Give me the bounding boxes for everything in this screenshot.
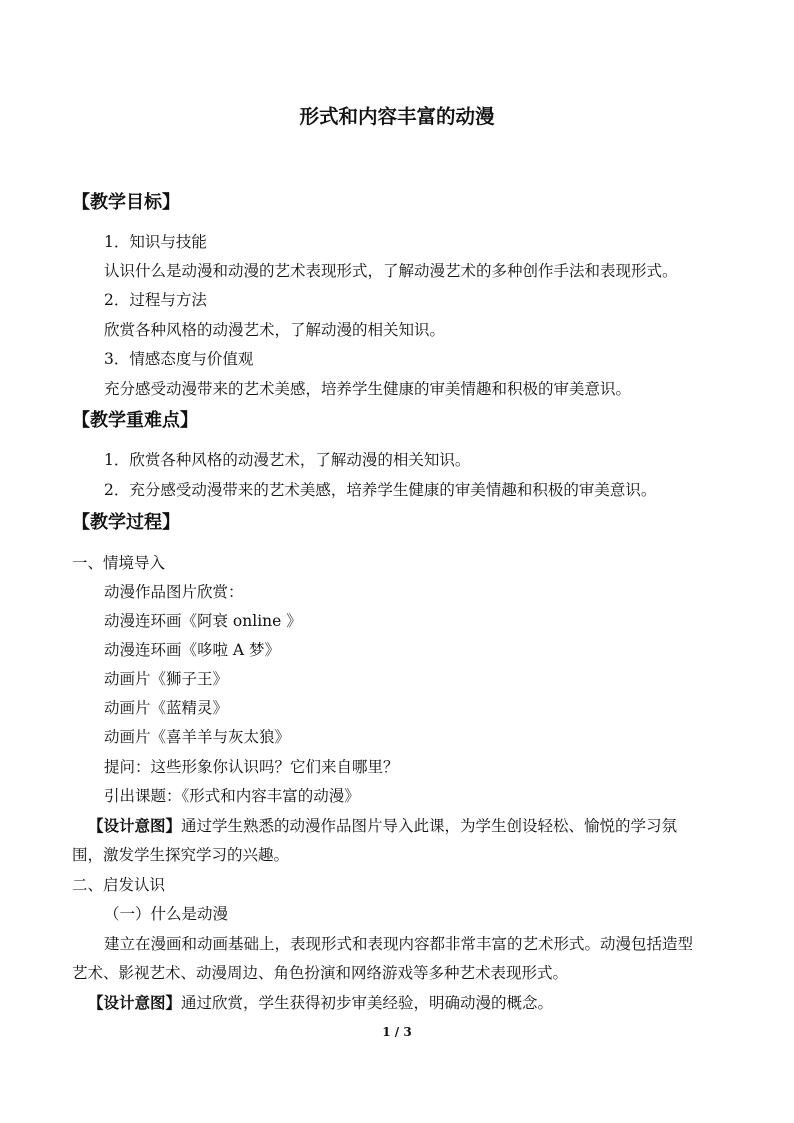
process-line: 提问：这些形象你认识吗？它们来自哪里？	[104, 758, 399, 776]
design-intent-1-continued: 围，激发学生探究学习的兴趣。	[72, 846, 290, 864]
objective-2-text: 欣赏各种风格的动漫艺术，了解动漫的相关知识。	[104, 321, 446, 339]
process-line: 动画片《蓝精灵》	[104, 699, 229, 717]
key-point-1: 1．欣赏各种风格的动漫艺术，了解动漫的相关知识。	[104, 451, 471, 469]
design-intent-2	[88, 993, 553, 1013]
key-point-2: 2．充分感受动漫带来的艺术美感，培养学生健康的审美情趣和积极的审美意识。	[104, 481, 657, 499]
process-line: 动漫连环画《哆啦 A 梦》	[104, 641, 281, 659]
section-heading-key-points: 【教学重难点】	[72, 410, 198, 431]
page-number: 1 / 3	[382, 1025, 412, 1039]
process-line: 动画片《狮子王》	[104, 670, 229, 688]
design-intent-label: 【设计意图】	[88, 817, 182, 835]
part-1-heading: 一、情境导入	[72, 554, 166, 572]
objective-2-heading: 2．过程与方法	[104, 291, 207, 309]
design-intent-1	[88, 816, 677, 836]
design-intent-label: 【设计意图】	[88, 994, 182, 1012]
objective-3-heading: 3．情感态度与价值观	[104, 350, 254, 368]
objective-3-text: 充分感受动漫带来的艺术美感，培养学生健康的审美情趣和积极的审美意识。	[104, 380, 632, 398]
definition-text: 建立在漫画和动画基础上，表现形式和表现内容都非常丰富的艺术形式。动漫包括造型	[104, 935, 694, 953]
part-2-heading: 二、启发认识	[72, 876, 166, 894]
process-line: 引出课题：《形式和内容丰富的动漫》	[104, 787, 360, 805]
process-line: 动漫连环画《阿衰 online 》	[104, 612, 302, 630]
page-title: 形式和内容丰富的动漫	[299, 105, 495, 128]
design-intent-text: 通过欣赏，学生获得初步审美经验，明确动漫的概念。	[181, 994, 554, 1012]
definition-text-continued: 艺术、影视艺术、动漫周边、角色扮演和网络游戏等多种艺术表现形式。	[72, 964, 569, 982]
section-heading-objectives: 【教学目标】	[72, 192, 180, 213]
design-intent-text: 通过学生熟悉的动漫作品图片导入此课，为学生创设轻松、愉悦的学习氛	[181, 817, 678, 835]
objective-1-heading: 1．知识与技能	[104, 233, 207, 251]
subsection-heading: （一）什么是动漫	[104, 905, 229, 923]
process-line: 动漫作品图片欣赏：	[104, 583, 244, 601]
process-line: 动画片《喜羊羊与灰太狼》	[104, 728, 291, 746]
objective-1-text: 认识什么是动漫和动漫的艺术表现形式，了解动漫艺术的多种创作手法和表现形式。	[104, 262, 678, 280]
section-heading-process: 【教学过程】	[72, 512, 180, 533]
